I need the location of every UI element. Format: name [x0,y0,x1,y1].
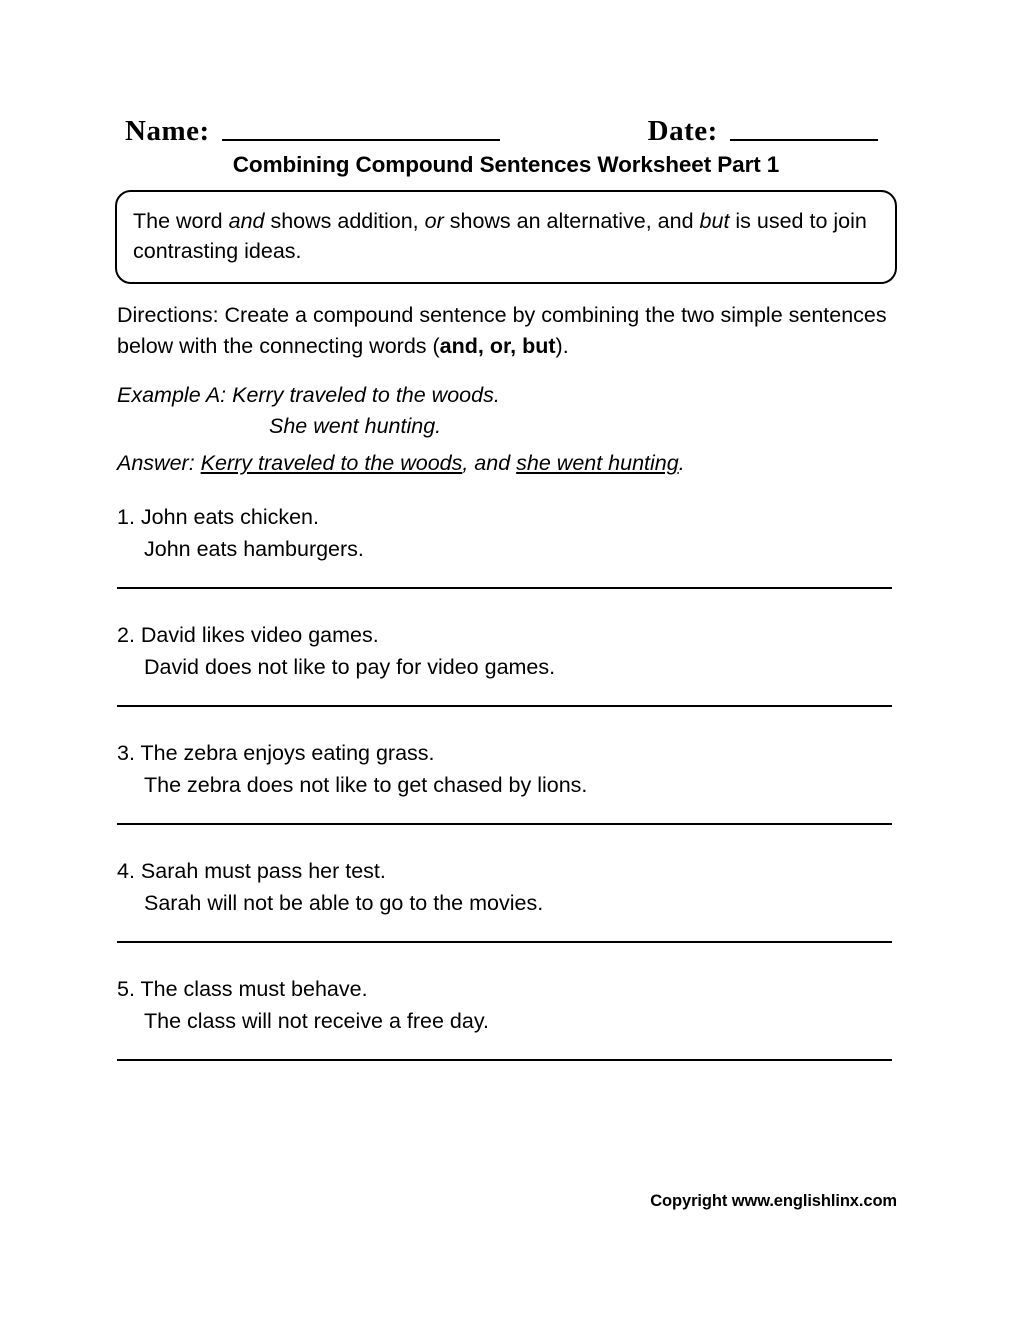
answer-write-line[interactable] [117,1059,892,1061]
example-line-2: She went hunting. [269,414,442,438]
question-item [115,619,897,683]
example-block [117,380,897,442]
answer-write-line[interactable] [117,823,892,825]
directions-part1: Directions: Create a compound sentence by combining the two simple sentences below with the connecting words ( [117,303,887,358]
answer-write-line[interactable] [117,941,892,943]
rule-callout-box [115,190,897,284]
question-item [115,973,897,1037]
name-field-group [125,116,500,146]
date-field-group [648,116,878,146]
question-sentence-2: The zebra does not like to get chased by lions. [144,773,588,797]
date-label: Date: [647,115,718,147]
copyright-notice: Copyright www.englishlinx.com [650,1192,897,1210]
header-row [115,100,897,146]
question-sentence-2: David does not like to pay for video games. [144,655,556,679]
question-item [115,501,897,565]
rule-text-part2: shows addition, [264,209,425,233]
answer-write-line[interactable] [117,587,892,589]
question-sentence-2: Sarah will not be able to go to the movies. [144,891,544,915]
directions-connecting-words: and, or, but [439,334,556,358]
question-sentence-1: 3. The zebra enjoys eating grass. [117,741,435,765]
rule-text-part1: The word [133,209,229,233]
question-sentence-1: 4. Sarah must pass her test. [117,859,386,883]
answer-clause-1: Kerry traveled to the woods [200,451,463,475]
rule-text-part3: shows an alternative, and [443,209,700,233]
rule-emphasis-and: and [228,209,265,233]
question-sentence-1: 1. John eats chicken. [117,505,319,529]
directions-text [117,300,897,362]
question-sentence-1: 5. The class must behave. [117,977,368,1001]
rule-emphasis-but: but [699,209,730,233]
rule-emphasis-or: or [424,209,444,233]
answer-prefix: Answer: [117,451,201,475]
page-title: Combining Compound Sentences Worksheet Part 1 [232,152,780,177]
example-answer [117,448,897,479]
question-item [115,737,897,801]
rule-text-part4: is used to join contrasting ideas. [133,209,867,263]
directions-part2: ). [555,334,569,358]
question-sentence-2: John eats hamburgers. [144,537,364,561]
question-sentence-1: 2. David likes video games. [117,623,379,647]
name-input-line[interactable] [222,139,500,141]
answer-period: . [678,451,685,475]
question-sentence-2: The class will not receive a free day. [144,1009,489,1033]
example-line-1: Example A: Kerry traveled to the woods. [117,383,500,407]
answer-write-line[interactable] [117,705,892,707]
date-input-line[interactable] [730,139,878,141]
question-item [115,855,897,919]
answer-clause-2: she went hunting [516,451,679,475]
answer-connector: , and [462,451,517,475]
name-label: Name: [125,115,210,147]
